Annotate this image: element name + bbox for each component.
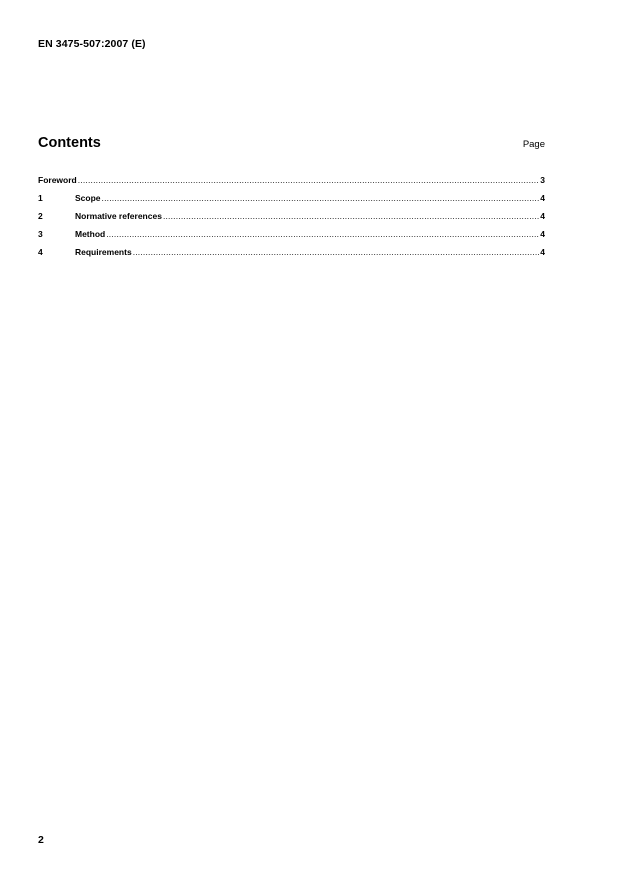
toc-entry-page: 3 [540,175,545,185]
toc-page-column-label: Page [522,139,545,150]
toc-entry-label: Normative references [75,211,162,221]
toc-entry-page: 4 [540,193,545,203]
toc-heading [38,135,545,151]
toc-entry-number: 3 [38,229,43,239]
toc-list [38,175,545,265]
toc-dot-leader [163,211,539,221]
toc-entry-number: 2 [38,211,43,221]
toc-entry-foreword[interactable] [38,175,545,193]
toc-title: Contents [38,135,101,151]
toc-entry-label: Requirements [75,247,132,257]
toc-entry-normative-references[interactable] [38,211,545,229]
toc-entry-label: Foreword [38,175,77,185]
toc-entry-label: Method [75,229,106,239]
toc-entry-page: 4 [540,211,545,221]
toc-dot-leader [102,193,540,203]
toc-entry-page: 4 [540,229,545,239]
toc-dot-leader [78,175,540,185]
page-number: 2 [38,834,44,846]
toc-entry-label: Scope [75,193,101,203]
toc-dot-leader [106,229,539,239]
toc-entry-scope[interactable] [38,193,545,211]
toc-dot-leader [133,247,540,257]
toc-entry-page: 4 [540,247,545,257]
toc-entry-number: 1 [38,193,43,203]
toc-entry-number: 4 [38,247,43,257]
document-id-header: EN 3475-507:2007 (E) [38,38,146,50]
toc-entry-method[interactable] [38,229,545,247]
toc-entry-requirements[interactable] [38,247,545,265]
